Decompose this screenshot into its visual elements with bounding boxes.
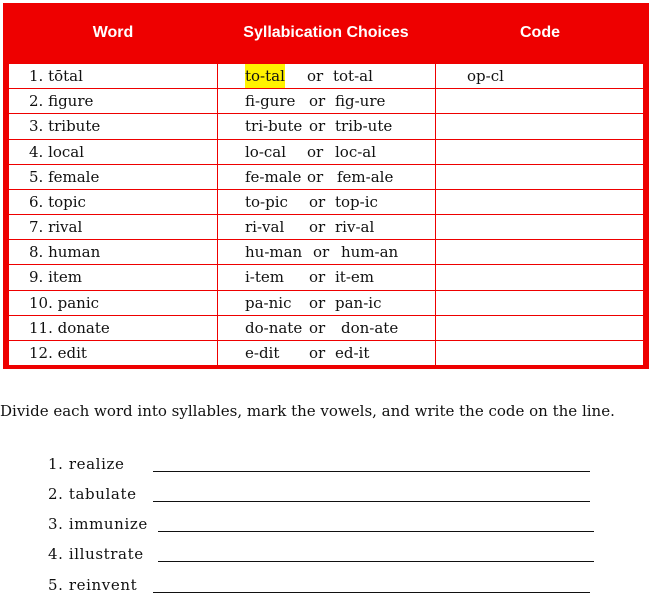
table-row: [9, 214, 643, 239]
or-label: or: [309, 344, 326, 362]
exercise-label: 2. tabulate: [48, 485, 137, 503]
or-label: or: [309, 193, 326, 211]
or-label: or: [307, 143, 324, 161]
or-label: or: [309, 294, 326, 312]
choice-b: don-ate: [341, 319, 399, 337]
choice-a: lo-cal: [245, 143, 287, 161]
row-word: 6. topic: [29, 193, 86, 211]
table-row: [9, 189, 643, 214]
row-word: 10. panic: [29, 294, 100, 312]
or-label: or: [307, 67, 324, 85]
row-word: 4. local: [29, 143, 85, 161]
choice-b: top-ic: [335, 193, 378, 211]
choice-b: pan-ic: [335, 294, 382, 312]
table-row: [9, 315, 643, 340]
choice-a: fe-male: [245, 168, 302, 186]
table-row: [9, 239, 643, 264]
answer-line[interactable]: [158, 561, 594, 562]
choice-b: loc-al: [335, 143, 377, 161]
or-label: or: [313, 243, 330, 261]
choice-b: ed-it: [335, 344, 370, 362]
table-row: [9, 164, 643, 189]
choice-a: fi-gure: [245, 92, 296, 110]
header-syllabication-choices: Syllabication Choices: [243, 24, 409, 41]
table-row: [9, 290, 643, 315]
row-word: 12. edit: [29, 344, 87, 362]
table-row: [9, 264, 643, 290]
row-word: 5. female: [29, 168, 100, 186]
choice-a: tri-bute: [245, 117, 303, 135]
header-code: Code: [520, 24, 560, 41]
row-code[interactable]: op-cl: [467, 67, 504, 85]
table-row: [9, 63, 643, 88]
answer-line[interactable]: [153, 471, 590, 472]
row-word: 8. human: [29, 243, 101, 261]
or-label: or: [309, 218, 326, 236]
choice-b: tot-al: [333, 67, 373, 85]
choice-b: trib-ute: [335, 117, 393, 135]
row-word: 1. tōtal: [29, 67, 83, 85]
instructions-text: Divide each word into syllables, mark the vowels, and write the code on the line.: [0, 402, 615, 420]
answer-line[interactable]: [153, 501, 590, 502]
or-label: or: [307, 168, 324, 186]
exercise-label: 5. reinvent: [48, 576, 138, 594]
choice-b: hum-an: [341, 243, 399, 261]
or-label: or: [309, 92, 326, 110]
row-word: 3. tribute: [29, 117, 101, 135]
answer-line[interactable]: [158, 531, 594, 532]
or-label: or: [309, 117, 326, 135]
or-label: or: [309, 268, 326, 286]
table-row: [9, 113, 643, 139]
table-body: [9, 63, 643, 365]
table-header: [3, 3, 649, 63]
choice-a: e-dit: [245, 344, 280, 362]
header-word: Word: [92, 24, 134, 41]
choice-a: hu-man: [245, 243, 303, 261]
choice-b: it-em: [335, 268, 374, 286]
choice-a: pa-nic: [245, 294, 292, 312]
choice-a: i-tem: [245, 268, 284, 286]
row-word: 2. figure: [29, 92, 94, 110]
row-word: 11. donate: [29, 319, 110, 337]
table-row: [9, 88, 643, 113]
table-row: [9, 139, 643, 164]
exercise-label: 1. realize: [48, 455, 125, 473]
choice-b: riv-al: [335, 218, 375, 236]
exercise-label: 3. immunize: [48, 515, 148, 533]
choice-a: ri-val: [245, 218, 285, 236]
exercise-label: 4. illustrate: [48, 545, 144, 563]
row-word: 7. rival: [29, 218, 83, 236]
choice-a: to-tal: [245, 64, 285, 88]
choice-a: do-nate: [245, 319, 303, 337]
table-row: [9, 340, 643, 365]
choice-b: fig-ure: [335, 92, 386, 110]
choice-a: to-pic: [245, 193, 288, 211]
or-label: or: [309, 319, 326, 337]
row-word: 9. item: [29, 268, 83, 286]
choice-b: fem-ale: [337, 168, 394, 186]
syllabication-table: [3, 3, 649, 369]
